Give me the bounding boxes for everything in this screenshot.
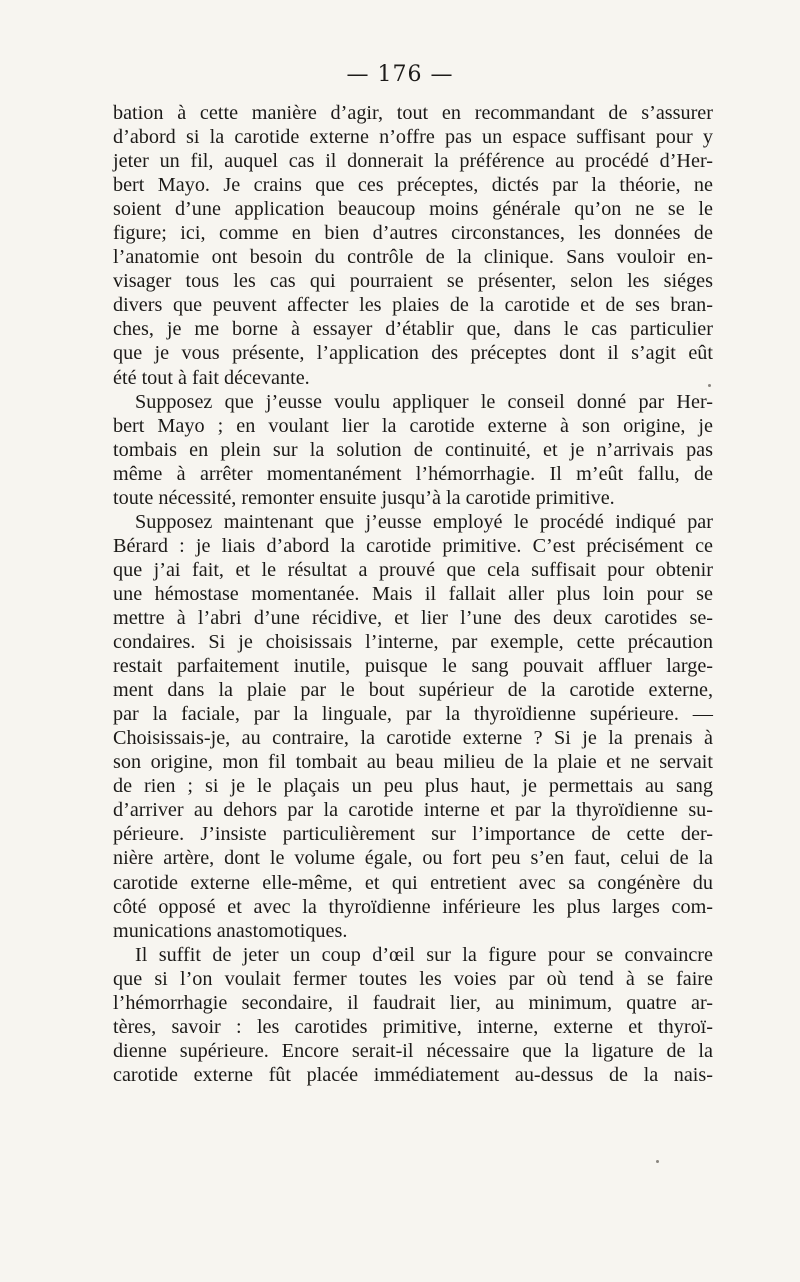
text-line: périeure. J’insiste particulièrement sur l’importance de cette der- (113, 823, 713, 846)
text-line: que je vous présente, l’application des préceptes dont il s’agit eût (113, 342, 713, 365)
body-text (113, 101, 713, 1087)
text-line: Choisissais-je, au contraire, la carotide externe ? Si je la prenais à (113, 727, 713, 750)
text-line: par la faciale, par la linguale, par la thyroïdienne supérieure. — (113, 703, 713, 726)
text-line: munications anastomotiques. (113, 919, 348, 942)
text-line: ches, je me borne à essayer d’établir que, dans le cas particulier (113, 318, 713, 341)
text-line: visager tous les cas qui pourraient se présenter, selon les siéges (113, 270, 713, 293)
page-number: — 176 — (346, 62, 454, 87)
text-line: été tout à fait décevante. (113, 366, 310, 389)
paper-speck (656, 1160, 659, 1163)
text-line: l’hémorrhagie secondaire, il faudrait lier, au minimum, quatre ar- (113, 991, 713, 1014)
text-line: soient d’une application beaucoup moins générale qu’on ne se le (113, 198, 713, 221)
text-line: de rien ; si je le plaçais un peu plus haut, je permettais au sang (113, 775, 713, 798)
text-line: bert Mayo ; en voulant lier la carotide externe à son origine, je (113, 414, 713, 437)
text-line: Supposez maintenant que j’eusse employé le procédé indiqué par (135, 510, 713, 533)
text-line: d’abord si la carotide externe n’offre pas un espace suffisant pour y (113, 126, 713, 149)
text-line: tères, savoir : les carotides primitive, interne, externe et thyroï- (113, 1015, 713, 1038)
text-line: carotide externe fût placée immédiatement au-dessus de la nais- (113, 1063, 713, 1086)
text-line: carotide externe elle-même, et qui entretient avec sa congénère du (113, 871, 713, 894)
text-line: côté opposé et avec la thyroïdienne inférieure les plus larges com- (113, 895, 713, 918)
text-line: tombais en plein sur la solution de continuité, et je n’arrivais pas (113, 438, 713, 461)
paragraph-3 (113, 510, 713, 943)
text-line: ment dans la plaie par le bout supérieur de la carotide externe, (113, 679, 713, 702)
text-line: divers que peuvent affecter les plaies de la carotide et de ses bran- (113, 294, 713, 317)
text-line: Supposez que j’eusse voulu appliquer le conseil donné par Her- (135, 390, 713, 413)
text-line: une hémostase momentanée. Mais il fallait aller plus loin pour se (113, 582, 713, 605)
text-line: bert Mayo. Je crains que ces préceptes, dictés par la théorie, ne (113, 174, 713, 197)
text-line: même à arrêter momentanément l’hémorrhagie. Il m’eût fallu, de (113, 462, 713, 485)
text-line: restait parfaitement inutile, puisque le sang pouvait affluer large- (113, 655, 713, 678)
text-line: Bérard : je liais d’abord la carotide primitive. C’est précisément ce (113, 534, 713, 557)
text-line: condaires. Si je choisissais l’interne, par exemple, cette précaution (113, 631, 713, 654)
paragraph-1 (113, 101, 713, 390)
text-line: dienne supérieure. Encore serait-il nécessaire que la ligature de la (113, 1039, 713, 1062)
paragraph-2 (113, 390, 713, 510)
text-line: son origine, mon fil tombait au beau milieu de la plaie et ne servait (113, 751, 713, 774)
text-line: Il suffit de jeter un coup d’œil sur la figure pour se convaincre (135, 943, 713, 966)
text-line: l’anatomie ont besoin du contrôle de la clinique. Sans vouloir en- (113, 246, 713, 269)
text-line: mettre à l’abri d’une récidive, et lier l’une des deux carotides se- (113, 606, 713, 629)
text-line: que si l’on voulait fermer toutes les voies par où tend à se faire (113, 967, 713, 990)
text-line: bation à cette manière d’agir, tout en recommandant de s’assurer (113, 102, 713, 124)
text-line: que j’ai fait, et le résultat a prouvé que cela suffisait pour obtenir (113, 558, 713, 581)
paper-speck (708, 384, 711, 387)
text-line: nière artère, dont le volume égale, ou fort peu s’en faut, celui de la (113, 847, 713, 870)
text-line: figure; ici, comme en bien d’autres circonstances, les données de (113, 222, 713, 245)
paragraph-4 (113, 943, 713, 1087)
text-line: d’arriver au dehors par la carotide interne et par la thyroïdienne su- (113, 799, 713, 822)
text-line: toute nécessité, remonter ensuite jusqu’à la carotide primitive. (113, 486, 615, 509)
text-line: jeter un fil, auquel cas il donnerait la préférence au procédé d’Her- (113, 150, 713, 173)
